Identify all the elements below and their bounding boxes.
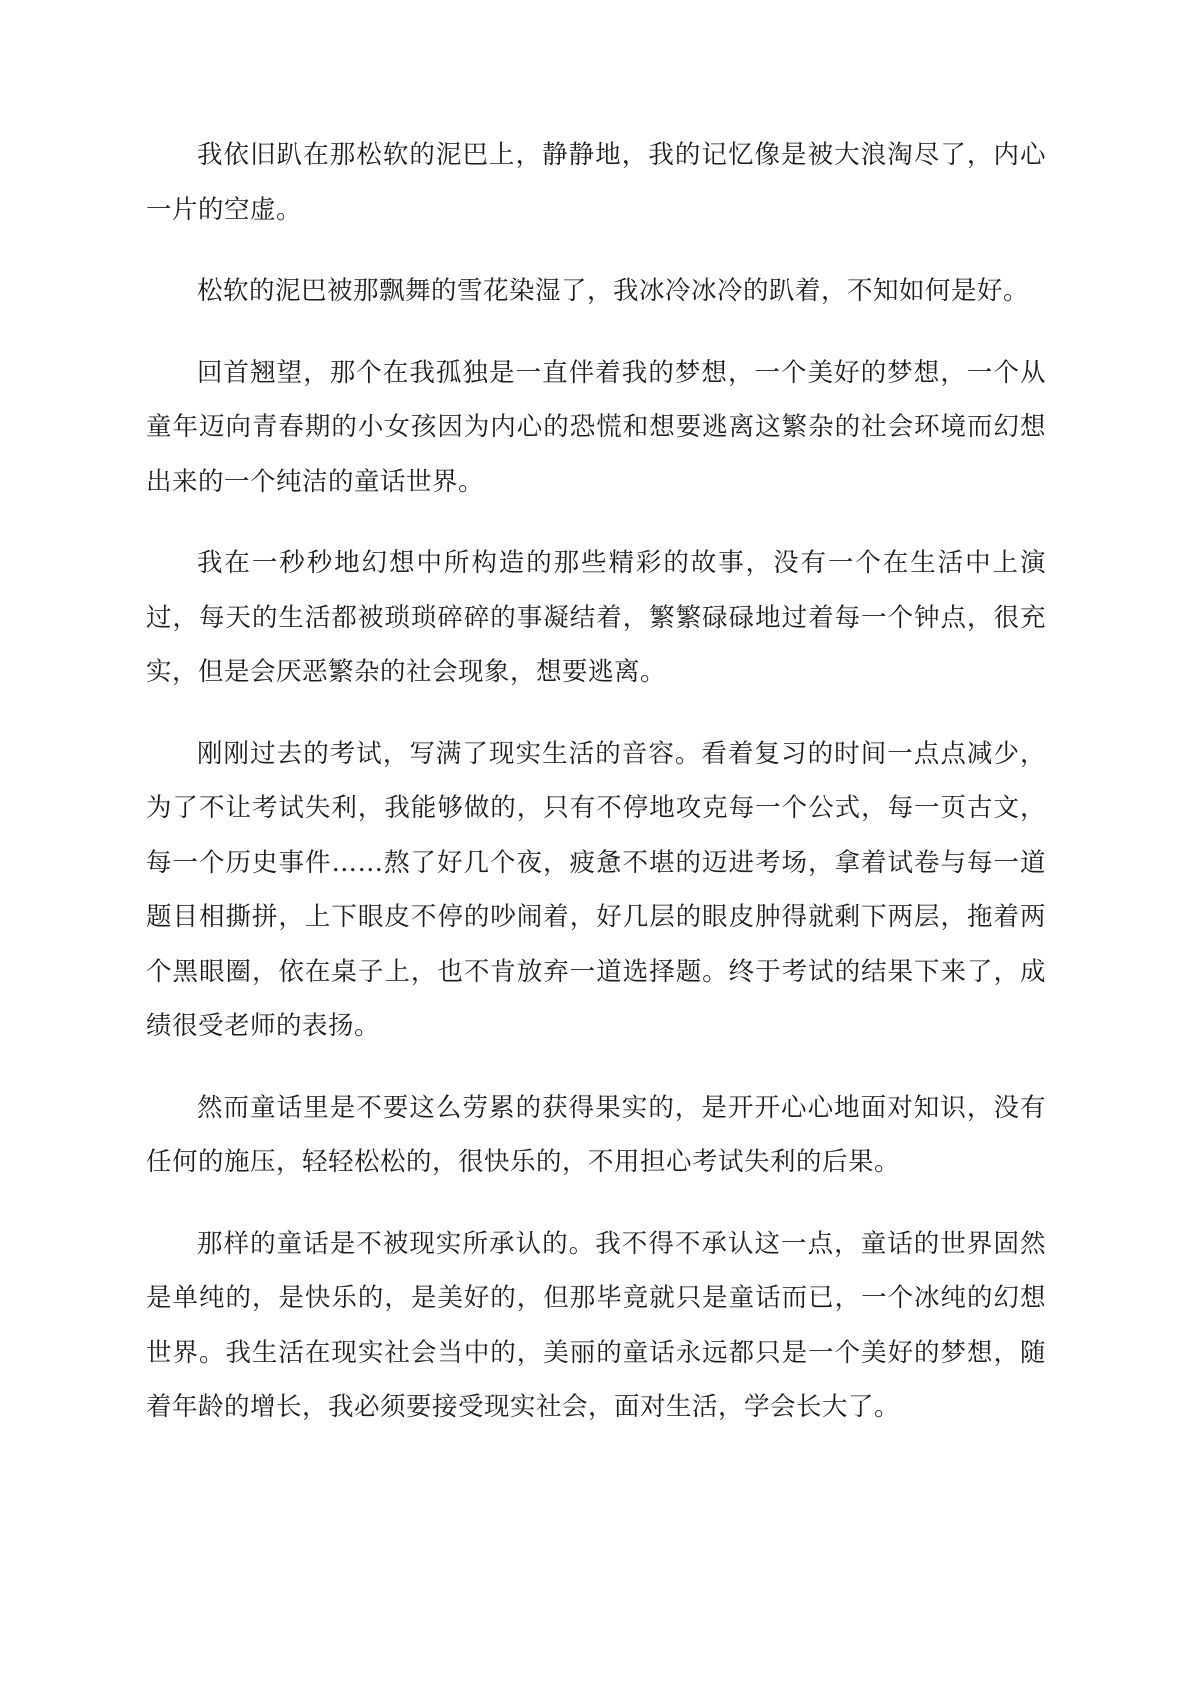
paragraph-1: 我依旧趴在那松软的泥巴上，静静地，我的记忆像是被大浪淘尽了，内心一片的空虚。 — [146, 140, 1046, 225]
document-body — [146, 128, 1046, 1435]
paragraph-6: 然而童话里是不要这么劳累的获得果实的，是开开心心地面对知识，没有任何的施压，轻轻松松的，很快乐的，不用担心考试失利的后果。 — [146, 1092, 1046, 1177]
paragraph-2: 松软的泥巴被那飘舞的雪花染湿了，我冰冷冰冷的趴着，不知如何是好。 — [197, 276, 1030, 306]
paragraph-4: 我在一秒秒地幻想中所构造的那些精彩的故事，没有一个在生活中上演过，每天的生活都被琐琐碎碎的事凝结着，繁繁碌碌地过着每一个钟点，很充实，但是会厌恶繁杂的社会现象，想要逃离。 — [146, 548, 1046, 687]
paragraph-5: 刚刚过去的考试，写满了现实生活的音容。看着复习的时间一点点减少，为了不让考试失利，我能够做的，只有不停地攻克每一个公式，每一页古文，每一个历史事件……熬了好几个夜，疲惫不堪的迈进考场，拿着试卷与每一道题目相撕拼，上下眼皮不停的吵闹着，好几层的眼皮肿得就剩下两层，拖着两个黑眼圈，依在桌子上，也不肯放弃一道选择题。终于考试的结果下来了，成绩很受老师的表扬。 — [146, 738, 1046, 1041]
paragraph-7: 那样的童话是不被现实所承认的。我不得不承认这一点，童话的世界固然是单纯的，是快乐的，是美好的，但那毕竟就只是童话而已，一个冰纯的幻想世界。我生活在现实社会当中的，美丽的童话永远都只是一个美好的梦想，随着年龄的增长，我必须要接受现实社会，面对生活，学会长大了。 — [146, 1228, 1046, 1422]
paragraph-3: 回首翘望，那个在我孤独是一直伴着我的梦想，一个美好的梦想，一个从童年迈向青春期的小女孩因为内心的恐慌和想要逃离这繁杂的社会环境而幻想出来的一个纯洁的童话世界。 — [146, 357, 1046, 497]
